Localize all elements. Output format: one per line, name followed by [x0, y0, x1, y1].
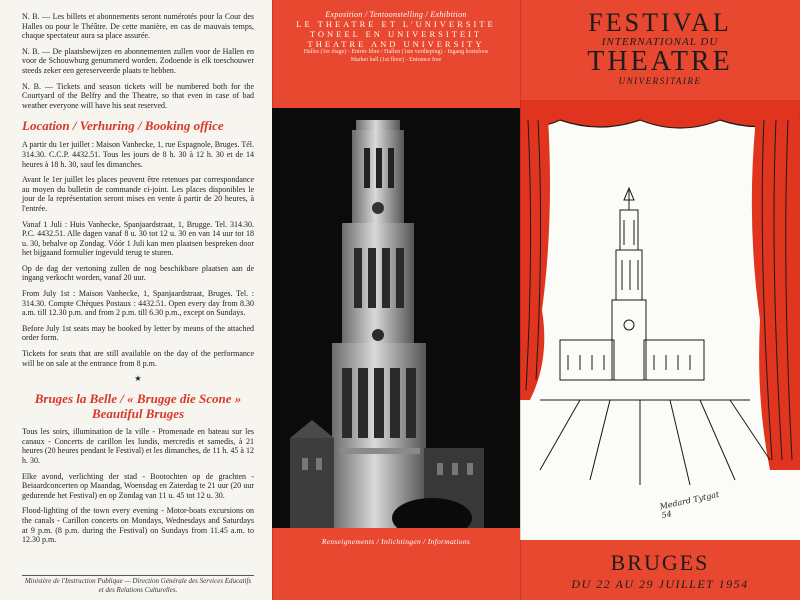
bruges-title-line2: Beautiful Bruges [91, 406, 185, 422]
location-paragraph: Avant le 1er juillet les places peuvent être retenues par correspondance au moyen du bulletin de commande ci-joint. Les places disponibles le jour de la représentation seront mises en vente à partir de 20 heures, à l'entrée. [22, 175, 254, 213]
location-paragraph: Tickets for seats that are still available on the day of the performance will be on sale at the entrance from 8 p.m. [22, 349, 254, 368]
location-paragraph: Before July 1st seats may be booked by letter by means of the attached order form. [22, 323, 254, 343]
bruges-paragraph: Elke avond, verlichting der stad - Bootochten op de grachten - Beiaardconcerten op Maandag, Woensdag en Zaterdag te 21 uur (20 uur gedurende het Festival) en op Zondag van 11 u. 45 tot 12 u. 30. [22, 471, 254, 500]
city-dates-footer [520, 540, 800, 600]
location-paragraph: A partir du 1er juillet : Maison Vanhecke, 1, rue Espagnole, Bruges. Tél. 314.30. C.C.P. 4432.51. Tous les jours de 8 h. 30 à 12 h. 30 et de 14 heures à 18 h. 30, sauf les dimanches. [22, 140, 254, 169]
nb-paragraph-nl: N. B. — De plaatsbewijzen en abonnementen zullen voor de Hallen en voor de Schouwburg genummerd worden. Zodoende is elk toeschouwer steeds zeker een gereserveerde plaats te hebben. [22, 46, 254, 75]
stage-illustration [520, 100, 800, 540]
nb-paragraph-fr: N. B. — Les billets et abonnements seront numérotés pour la Cour des Halles ou pour le Théâtre. De cette manière, en cas de mauvais temps, chaque spectateur aura sa place assurée. [22, 12, 254, 41]
location-paragraph: From July 1st : Maison Vanhecke, 1, Spanjaardstraat, Bruges. Tel. : 314.30. Compte Chèques Postaux : 4432.51. Open every day from 8.30 a.m. till 12.30 p.m. and from 2 p.m. till 6.30 p.m., except on Sundays. [22, 289, 254, 318]
footer-divider [22, 575, 254, 576]
exhibition-location: Halles (1er étage) - Entrée libre / Hallen (1ste verdieping) - Ingang kosteloos [303, 49, 489, 55]
universitaire-word: UNIVERSITAIRE [618, 76, 702, 86]
exhibition-location-en: Market hall (1st floor) - Entrance free [350, 56, 442, 63]
bruges-paragraph: Tous les soirs, illumination de la ville - Promenade en bateau sur les canaux - Concerts de carillon les lundis, mercredis et samedis, à 21 heures (20 heures pendant le Festival) et les dimanches, de 11 h. 45 à 12 h. 30. [22, 427, 254, 465]
bruges-title-line1: Bruges la Belle / « Brugge die Scone » [34, 391, 242, 407]
info-label: Renseignements / Inlichtingen / Informations [321, 537, 471, 546]
star-separator: ★ [134, 374, 142, 384]
middle-panel [272, 0, 520, 600]
festival-dates: DU 22 AU 29 JUILLET 1954 [571, 577, 749, 591]
right-panel [520, 0, 800, 600]
bruges-paragraph: Flood-lighting of the town every evening - Motor-boats excursions on the canals - Carillon concerts on Mondays, Wednesdays and Saturdays at 9 p.m. (8 p.m. during the Festival) on Sundays from 11.45 a.m. to 12.30 p.m. [22, 506, 254, 545]
ministry-footer: Ministère de l'Instruction Publique — Direction Générale des Services Educatifs et des Relations Culturelles. [24, 577, 252, 594]
artist-signature: Medard Tytgat 54 [658, 489, 720, 521]
fold-line [272, 0, 273, 600]
left-panel [0, 0, 272, 600]
location-paragraph: Op de dag der vertoning zullen de nog beschikbare plaatsen aan de ingang verkocht worden, vanaf 20 uur. [22, 263, 254, 283]
exhibition-header [272, 0, 520, 108]
city-name: BRUGES [610, 550, 710, 575]
international-word: INTERNATIONAL DU [601, 36, 719, 48]
nb-paragraph-en: N. B. — Tickets and season tickets will be numbered both for the Courtyard of the Belfry and the Theatre, so that even in case of bad weather everyone will have his seat reserved. [22, 81, 254, 110]
festival-header [520, 0, 800, 100]
exhibition-title-fr: LE THEATRE ET L'UNIVERSITE [296, 19, 496, 29]
location-title: Location / Verhuring / Booking office [22, 118, 224, 134]
exhibition-title-en: THEATRE AND UNIVERSITY [307, 39, 485, 49]
exhibition-label: Exposition / Tentoonstelling / Exhibition [325, 10, 467, 19]
exhibition-title-nl: TONEEL EN UNIVERSITEIT [309, 29, 483, 39]
festival-word: FESTIVAL [588, 8, 732, 37]
curtain-stage-drawing [520, 100, 800, 540]
info-footer [272, 528, 520, 600]
belfry-night-image [272, 108, 520, 528]
belfry-photo [272, 108, 520, 528]
fold-line [520, 0, 521, 600]
bruges-title [22, 391, 254, 421]
location-paragraph: Vanaf 1 Juli : Huis Vanhecke, Spanjaardstraat, 1, Brugge. Tel. 314.30. P.C. 4432.51. Alle dagen vanaf 8 u. 30 tot 12 u. 30 en van 14 uur tot 18 u. 30, behalve op Zondag. Vóór 1 Juli kan men plaatsen bespreken door het bijgaand formulier ingevuld terug te sturen. [22, 219, 254, 258]
theatre-word: THEATRE [587, 46, 733, 77]
